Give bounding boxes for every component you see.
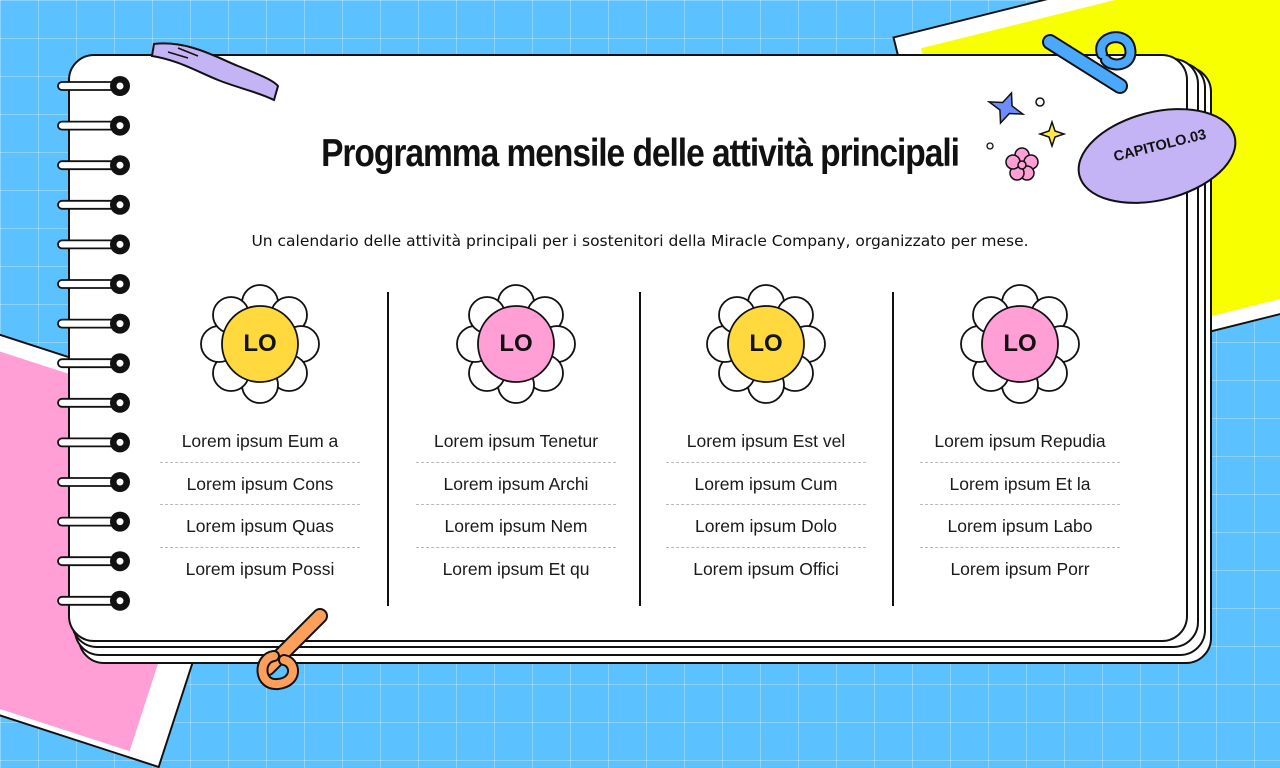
activity-list xyxy=(920,420,1120,590)
activity-column-2 xyxy=(411,284,621,579)
flower-label: LO xyxy=(1003,330,1037,357)
list-item: Lorem ipsum Porr xyxy=(950,558,1090,579)
activity-column-1 xyxy=(155,284,365,579)
orange-clip-icon xyxy=(238,606,338,696)
activity-list xyxy=(160,420,360,590)
list-item: Lorem ipsum Et la xyxy=(920,463,1120,506)
list-item: Lorem ipsum Possi xyxy=(185,558,335,579)
list-item: Lorem ipsum Est vel xyxy=(666,420,866,463)
list-item: Lorem ipsum Dolo xyxy=(666,505,866,548)
chapter-badge-label: CAPITOLO.03 xyxy=(1112,126,1208,166)
list-item: Lorem ipsum Cum xyxy=(666,463,866,506)
flower-label: LO xyxy=(243,330,277,357)
list-item: Lorem ipsum Eum a xyxy=(160,420,360,463)
column-divider xyxy=(639,292,641,606)
list-item: Lorem ipsum Offici xyxy=(693,558,839,579)
activity-column-4 xyxy=(915,284,1125,579)
page-title: Programma mensile delle attività principali xyxy=(321,132,959,175)
activity-list xyxy=(666,420,866,590)
activity-column-3 xyxy=(661,284,871,579)
list-item: Lorem ipsum Et qu xyxy=(442,558,590,579)
column-divider xyxy=(387,292,389,606)
list-item: Lorem ipsum Nem xyxy=(416,505,616,548)
flower-label: LO xyxy=(749,330,783,357)
list-item: Lorem ipsum Quas xyxy=(160,505,360,548)
activity-list xyxy=(416,420,616,590)
list-item: Lorem ipsum Cons xyxy=(160,463,360,506)
page-subtitle: Un calendario delle attività principali per i sostenitori della Miracle Company, organizzato per mese. xyxy=(251,232,1029,250)
spiral-binding xyxy=(50,70,140,620)
flower-label: LO xyxy=(499,330,533,357)
list-item: Lorem ipsum Tenetur xyxy=(416,420,616,463)
list-item: Lorem ipsum Labo xyxy=(920,505,1120,548)
list-item: Lorem ipsum Archi xyxy=(416,463,616,506)
column-divider xyxy=(892,292,894,606)
sparkle-decorations xyxy=(980,86,1080,196)
lavender-ribbon xyxy=(148,36,288,106)
list-item: Lorem ipsum Repudia xyxy=(920,420,1120,463)
